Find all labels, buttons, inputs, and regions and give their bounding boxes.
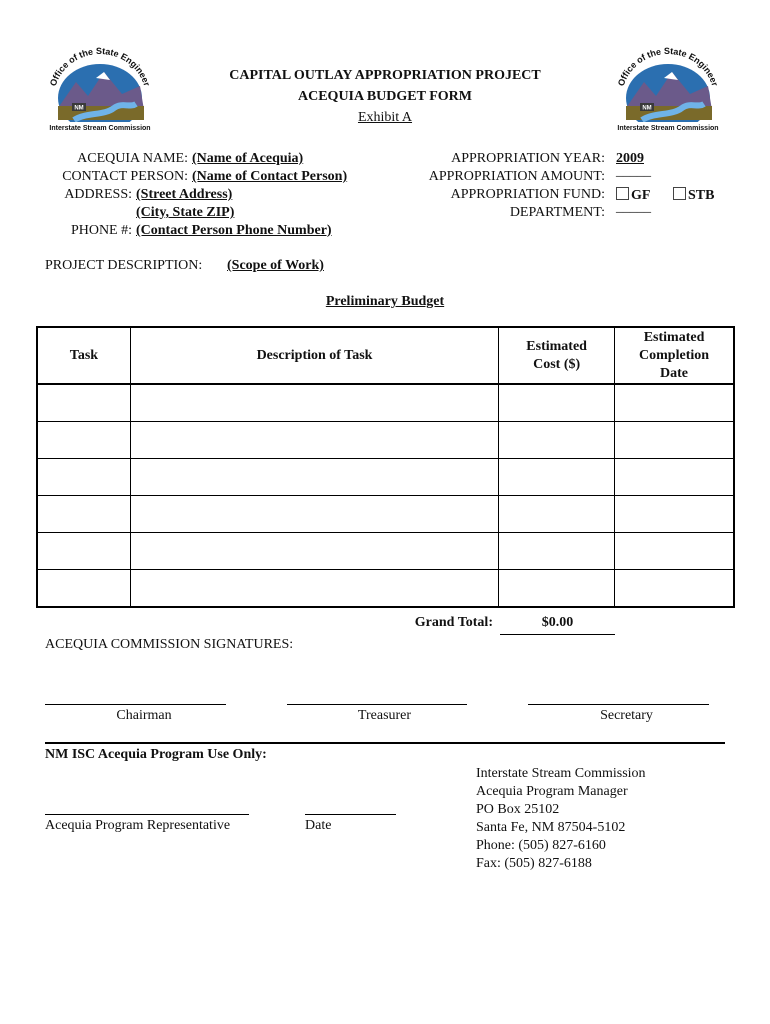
treasurer-label: Treasurer bbox=[357, 708, 412, 723]
appropriation-amount-label: APPROPRIATION AMOUNT: bbox=[428, 169, 605, 184]
task-cell[interactable] bbox=[38, 422, 131, 459]
address-line: Santa Fe, NM 87504-5102 bbox=[476, 820, 626, 835]
cost-cell[interactable] bbox=[499, 384, 615, 422]
date-signature-line[interactable] bbox=[305, 814, 396, 815]
date-cell[interactable] bbox=[615, 533, 734, 570]
date-label: Date bbox=[305, 818, 332, 833]
address-line: Acequia Program Manager bbox=[476, 784, 628, 799]
exhibit-label: Exhibit A bbox=[357, 110, 413, 125]
signatures-heading: ACEQUIA COMMISSION SIGNATURES: bbox=[45, 637, 294, 652]
budget-heading: Preliminary Budget bbox=[325, 294, 445, 309]
table-row bbox=[38, 570, 734, 607]
appropriation-year-label: APPROPRIATION YEAR: bbox=[451, 151, 605, 166]
department-value[interactable]: _____ bbox=[616, 200, 651, 215]
project-description-label: PROJECT DESCRIPTION: bbox=[45, 258, 203, 273]
form-subtitle: ACEQUIA BUDGET FORM bbox=[298, 89, 472, 104]
col-header-estimated-cost bbox=[499, 328, 615, 385]
task-cell[interactable] bbox=[38, 384, 131, 422]
date-cell[interactable] bbox=[615, 459, 734, 496]
task-cell[interactable] bbox=[38, 533, 131, 570]
grand-total-label: Grand Total: bbox=[414, 615, 493, 630]
isc-address-block bbox=[476, 765, 646, 873]
street-address-value[interactable]: (Street Address) bbox=[136, 187, 233, 202]
chairman-label: Chairman bbox=[116, 708, 172, 723]
logo-arc-text: Office of the State Engineer bbox=[615, 46, 721, 88]
address-label: ADDRESS: bbox=[64, 187, 132, 202]
table-row bbox=[38, 533, 734, 570]
description-cell[interactable] bbox=[130, 570, 498, 607]
office-use-heading: NM ISC Acequia Program Use Only: bbox=[45, 747, 267, 762]
contact-person-label: CONTACT PERSON: bbox=[62, 169, 188, 184]
cost-cell[interactable] bbox=[499, 570, 615, 607]
cost-cell[interactable] bbox=[499, 533, 615, 570]
col-header-date-line2: Completion bbox=[639, 347, 710, 363]
description-cell[interactable] bbox=[130, 496, 498, 533]
logo-badge: NM bbox=[642, 105, 652, 112]
col-header-date-line1: Estimated bbox=[643, 329, 705, 345]
col-header-cost-line2: Cost ($) bbox=[533, 356, 581, 372]
budget-table bbox=[37, 327, 734, 607]
representative-label: Acequia Program Representative bbox=[45, 818, 231, 833]
description-cell[interactable] bbox=[130, 384, 498, 422]
col-header-cost-line1: Estimated bbox=[526, 338, 587, 354]
grand-total-underline bbox=[500, 634, 615, 635]
appropriation-fund-label: APPROPRIATION FUND: bbox=[450, 187, 605, 202]
col-header-completion-date bbox=[615, 328, 734, 385]
stb-label: STB bbox=[688, 188, 715, 203]
cost-cell[interactable] bbox=[499, 496, 615, 533]
logo-arc-text: Office of the State Engineer bbox=[47, 46, 153, 88]
department-label: DEPARTMENT: bbox=[509, 205, 605, 220]
task-cell[interactable] bbox=[38, 496, 131, 533]
description-cell[interactable] bbox=[130, 422, 498, 459]
phone-label: PHONE #: bbox=[70, 223, 132, 238]
contact-person-value[interactable]: (Name of Contact Person) bbox=[192, 169, 348, 184]
section-divider bbox=[45, 742, 725, 744]
form-title: CAPITAL OUTLAY APPROPRIATION PROJECT bbox=[229, 68, 541, 83]
city-state-zip-value[interactable]: (City, State ZIP) bbox=[136, 205, 235, 220]
gf-label: GF bbox=[631, 188, 651, 203]
table-row bbox=[38, 459, 734, 496]
project-description-value[interactable]: (Scope of Work) bbox=[227, 258, 324, 273]
stb-checkbox[interactable] bbox=[673, 187, 686, 200]
appropriation-amount-value[interactable]: _____ bbox=[616, 164, 651, 179]
secretary-label: Secretary bbox=[600, 708, 653, 723]
task-cell[interactable] bbox=[38, 459, 131, 496]
table-row bbox=[38, 384, 734, 422]
fund-option-stb[interactable] bbox=[673, 187, 714, 204]
chairman-signature-line[interactable] bbox=[45, 704, 226, 705]
appropriation-year-value[interactable]: 2009 bbox=[616, 151, 644, 166]
col-header-date-line3: Date bbox=[660, 365, 689, 381]
logo-caption: Interstate Stream Commission bbox=[617, 125, 719, 132]
acequia-name-value[interactable]: (Name of Acequia) bbox=[192, 151, 304, 166]
date-cell[interactable] bbox=[615, 496, 734, 533]
date-cell[interactable] bbox=[615, 384, 734, 422]
col-header-description: Description of Task bbox=[130, 328, 498, 385]
cost-cell[interactable] bbox=[499, 422, 615, 459]
logo-badge: NM bbox=[74, 105, 84, 112]
table-row bbox=[38, 422, 734, 459]
date-cell[interactable] bbox=[615, 422, 734, 459]
address-line: PO Box 25102 bbox=[476, 802, 560, 817]
grand-total-value[interactable]: $0.00 bbox=[541, 615, 574, 630]
fax-line: Fax: (505) 827-6188 bbox=[476, 856, 592, 871]
address-line: Interstate Stream Commission bbox=[476, 766, 646, 781]
budget-header-row bbox=[38, 328, 734, 385]
description-cell[interactable] bbox=[130, 459, 498, 496]
representative-signature-line[interactable] bbox=[45, 814, 249, 815]
acequia-name-label: ACEQUIA NAME: bbox=[77, 151, 188, 166]
description-cell[interactable] bbox=[130, 533, 498, 570]
cost-cell[interactable] bbox=[499, 459, 615, 496]
secretary-signature-line[interactable] bbox=[528, 704, 709, 705]
treasurer-signature-line[interactable] bbox=[287, 704, 467, 705]
logo-caption: Interstate Stream Commission bbox=[49, 125, 151, 132]
gf-checkbox[interactable] bbox=[616, 187, 629, 200]
task-cell[interactable] bbox=[38, 570, 131, 607]
col-header-task: Task bbox=[38, 328, 131, 385]
phone-value[interactable]: (Contact Person Phone Number) bbox=[136, 223, 332, 238]
phone-line: Phone: (505) 827-6160 bbox=[476, 838, 606, 853]
date-cell[interactable] bbox=[615, 570, 734, 607]
table-row bbox=[38, 496, 734, 533]
